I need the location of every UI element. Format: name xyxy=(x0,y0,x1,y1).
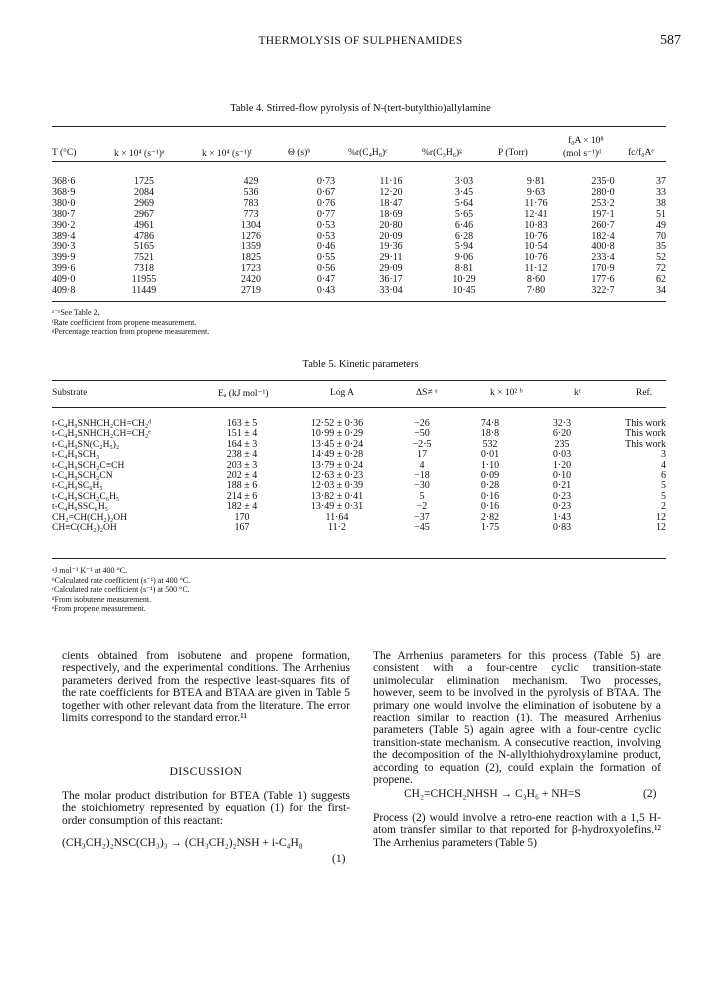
table-cell: 0·53 xyxy=(316,230,336,242)
table-row xyxy=(52,210,666,221)
table-cell: 52 xyxy=(656,252,666,264)
table-cell: 51 xyxy=(656,208,666,220)
table-cell: 409·8 xyxy=(52,285,76,297)
t4-head-rC3H6: %r(C₃H₆)ᵍ xyxy=(422,148,463,158)
table-cell: t-C₄H₉SCH₃ xyxy=(52,450,100,461)
table-cell: 11·16 xyxy=(379,176,403,187)
table-cell: 536 xyxy=(243,186,259,198)
table-cell: 1·20 xyxy=(552,459,572,471)
table-cell: 12·63 ± 0·23 xyxy=(310,470,364,482)
table-cell: 773 xyxy=(243,208,259,220)
table-cell: 14·49 ± 0·28 xyxy=(310,449,364,461)
table-cell: 1825 xyxy=(241,252,261,264)
table5-header xyxy=(52,385,666,401)
table-cell: 0·43 xyxy=(316,285,336,297)
table-cell: 11955 xyxy=(131,274,157,286)
table-row xyxy=(52,286,666,297)
table-cell: 74·8 xyxy=(480,418,500,429)
table-cell: 12·03 ± 0·39 xyxy=(310,480,364,492)
table-cell: 36·17 xyxy=(379,274,403,286)
table-cell: 33·04 xyxy=(379,285,403,297)
table-cell: 0·21 xyxy=(552,480,572,492)
equation-1-number: (1) xyxy=(332,853,346,865)
table-cell: 238 ± 4 xyxy=(226,449,258,461)
t4-head-rC4H8: %r(C₄H₈)ᶜ xyxy=(348,148,388,158)
table-cell: 38 xyxy=(656,197,666,209)
t4-footnote: ᵍPercentage reaction from propene measurement. xyxy=(52,327,210,337)
t5-head-ref: Ref. xyxy=(636,388,653,398)
table-cell: 34 xyxy=(656,285,666,297)
table-cell: 2·82 xyxy=(480,511,500,523)
table-cell: 233·4 xyxy=(591,252,615,264)
table-cell: 10·54 xyxy=(524,241,548,253)
table-row xyxy=(52,513,666,523)
t5-head-k400: k × 10² ᵇ xyxy=(490,388,523,398)
table-cell: 11·76 xyxy=(524,197,548,209)
table-cell: 20·09 xyxy=(379,230,403,242)
t4-head-theta: Θ (s)ᵇ xyxy=(288,148,311,158)
t4-head-f0A: f₀A × 10⁸ xyxy=(568,136,604,146)
table-cell: 188 ± 6 xyxy=(226,480,258,492)
table5-header-rule xyxy=(52,407,666,408)
table-cell: 9·63 xyxy=(526,186,546,198)
table-cell: 2 xyxy=(661,501,666,513)
table-cell: −2·5 xyxy=(412,438,432,450)
table-cell: 0·77 xyxy=(316,208,336,220)
table-cell: 2420 xyxy=(241,274,261,286)
table-cell: 203 ± 3 xyxy=(226,459,258,471)
table-cell: t-C₄H₉SNHCH₂CH=CH₂ᵈ xyxy=(52,419,152,429)
table-cell: 399·6 xyxy=(52,263,76,275)
table-cell: 6·28 xyxy=(454,230,474,242)
table-cell: 5 xyxy=(661,480,666,492)
table-cell: 2719 xyxy=(241,285,261,297)
section-heading: DISCUSSION xyxy=(169,766,243,778)
table-cell: 4 xyxy=(419,459,425,471)
table-cell: 253·2 xyxy=(591,197,615,209)
table-cell: 13·82 ± 0·41 xyxy=(310,490,364,502)
table-cell: 1·75 xyxy=(480,522,500,534)
table-cell: 197·1 xyxy=(591,208,615,220)
right-column-para1 xyxy=(373,650,661,786)
table5-caption: Table 5. Kinetic parameters xyxy=(302,359,419,370)
table-cell: 177·6 xyxy=(591,274,615,286)
table-cell: 5165 xyxy=(134,241,154,253)
table-cell: 0·76 xyxy=(316,197,336,209)
table-cell: 783 xyxy=(243,197,259,209)
table4-footnotes xyxy=(52,308,209,337)
table-cell: t-C₄H₉SCH₂C≡CH xyxy=(52,460,125,471)
table-cell: −2 xyxy=(416,501,428,513)
table-cell: 235 xyxy=(554,438,570,450)
table-cell: 8·60 xyxy=(526,274,546,286)
table-cell: 0·53 xyxy=(316,219,336,231)
table-cell: 368·9 xyxy=(52,186,76,198)
table-cell: 72 xyxy=(656,263,666,275)
table-cell: 3·45 xyxy=(454,186,474,198)
table-cell: 0·10 xyxy=(552,470,572,482)
table-cell: 1723 xyxy=(241,263,261,275)
t5-footnote: ᶜCalculated rate coefficient (s⁻¹) at 500 °C. xyxy=(52,585,190,595)
table5-bottom-rule xyxy=(52,558,666,559)
table-cell: 6 xyxy=(661,470,666,482)
table-row xyxy=(52,523,666,533)
table4-header xyxy=(52,132,666,162)
table-cell: −30 xyxy=(414,480,430,492)
table-cell: 0·16 xyxy=(480,490,500,502)
t5-footnote: ᵉFrom propene measurement. xyxy=(52,604,146,614)
t4-footnote: ᵃ⁻ᵉSee Table 2. xyxy=(52,308,100,317)
table-cell: 13·49 ± 0·31 xyxy=(310,501,364,513)
table-cell: 0·73 xyxy=(316,176,336,187)
table-cell: 11449 xyxy=(131,285,157,297)
table-cell: 0·83 xyxy=(552,522,572,534)
table-cell: t-C₄H₉SCH₂C₆H₅ xyxy=(52,491,120,502)
table-cell: 151 ± 4 xyxy=(226,428,258,440)
table-cell: 0·16 xyxy=(480,501,500,513)
table-cell: 10·45 xyxy=(452,285,476,297)
t4-head-k2: k × 10⁴ (s⁻¹)ᶠ xyxy=(202,149,252,159)
left-column-para2 xyxy=(62,790,350,827)
table-cell: 4 xyxy=(661,459,666,471)
table-cell: 9·06 xyxy=(454,252,474,264)
table-cell: This work xyxy=(625,418,666,429)
table-cell: 0·23 xyxy=(552,501,572,513)
table-row xyxy=(52,502,666,512)
table4-top-rule xyxy=(52,126,666,127)
table-cell: 368·6 xyxy=(52,176,76,187)
table-cell: −18 xyxy=(414,470,430,482)
t5-footnote: ᵈFrom isobutene measurement. xyxy=(52,594,152,604)
table-cell: 0·67 xyxy=(316,186,336,198)
table-cell: 10·29 xyxy=(452,274,476,286)
table-cell: 29·09 xyxy=(379,263,403,275)
table-cell: 10·83 xyxy=(524,219,548,231)
table-cell: 1359 xyxy=(241,241,261,253)
body-paragraph: cients obtained from isobutene and propene formation, respectively, and the experimental conditions. The Arrhenius parameters derived from the respective least-squares fits of the rate coefficients for BTEA and BTAA are given in Table 5 together with other relevant data from the literature. The error limits correspond to the standard error.¹¹ xyxy=(62,650,350,725)
table-cell: 0·09 xyxy=(480,470,500,482)
table-cell: 5 xyxy=(419,490,425,502)
table-cell: 0·55 xyxy=(316,252,336,264)
t5-head-Ea: Eₐ (kJ mol⁻¹) xyxy=(218,389,269,399)
equation-2: CH₂=CHCH₂NHSH → C₃H₆ + NH=S xyxy=(404,788,581,800)
table-cell: 5·65 xyxy=(454,208,474,220)
table-cell: 11·2 xyxy=(328,522,346,534)
table4-header-rule xyxy=(52,161,666,162)
table-cell: 12·41 xyxy=(524,208,548,220)
table-cell: 70 xyxy=(656,230,666,242)
t4-head-P: P (Torr) xyxy=(498,148,528,158)
table-cell: 1304 xyxy=(241,219,261,231)
table-cell: 20·80 xyxy=(379,219,403,231)
table-cell: 7521 xyxy=(134,252,154,264)
table-cell: 0·28 xyxy=(480,480,500,492)
table-cell: 380·7 xyxy=(52,208,76,220)
table-cell: t-C₄H₉SCH₂CN xyxy=(52,471,113,482)
table-cell: 2084 xyxy=(134,186,154,198)
table-cell: 0·23 xyxy=(552,490,572,502)
table-cell: 37 xyxy=(656,176,666,187)
table-cell: 10·76 xyxy=(524,252,548,264)
table-cell: 18·47 xyxy=(379,197,403,209)
table5-top-rule xyxy=(52,380,666,381)
table-cell: t-C₄H₉SSC₆H₅ xyxy=(52,502,109,513)
table-cell: 29·11 xyxy=(379,252,403,264)
t5-head-substrate: Substrate xyxy=(52,388,88,398)
table-cell: 214 ± 6 xyxy=(226,490,258,502)
table-cell: 400·8 xyxy=(591,241,615,253)
table-cell: t-C₄H₉SN(C₂H₅)₂ xyxy=(52,439,120,450)
body-paragraph: The molar product distribution for BTEA (Table 1) suggests the stoichiometry represented by equation (1) for the first-order consumption of this reactant: xyxy=(62,790,350,827)
table-cell: 19·36 xyxy=(379,241,403,253)
table-cell: t-C₄H₉SC₆H₅ xyxy=(52,481,103,492)
table-cell: This work xyxy=(625,428,666,440)
table-cell: 390·2 xyxy=(52,219,76,231)
table-cell: 4786 xyxy=(134,230,154,242)
table-cell: 389·4 xyxy=(52,230,76,242)
table-cell: 2967 xyxy=(134,208,154,220)
t4-head-f0A-unit: (mol s⁻¹)ᵈ xyxy=(563,149,601,159)
table-cell: 0·47 xyxy=(316,274,336,286)
table-cell: 170·9 xyxy=(591,263,615,275)
table-cell: 10·99 ± 0·29 xyxy=(310,428,364,440)
table-cell: 182 ± 4 xyxy=(226,501,258,513)
table-cell: 0·46 xyxy=(316,241,336,253)
table-cell: 11·12 xyxy=(524,263,548,275)
table-cell: 12 xyxy=(656,511,666,523)
table-cell: 6·20 xyxy=(552,428,572,440)
table-cell: 4961 xyxy=(134,219,154,231)
t4-head-k1: k × 10⁴ (s⁻¹)ᵃ xyxy=(114,149,165,159)
equation-1: (CH₃CH₂)₂NSC(CH₃)₃ → (CH₃CH₂)₂NSH + i-C₄H₈ xyxy=(62,837,303,849)
table-cell: CH≡C(CH₂)₂OH xyxy=(52,523,117,534)
table-cell: 1·10 xyxy=(480,459,500,471)
table-cell: 429 xyxy=(243,176,259,187)
table-cell: 182·4 xyxy=(591,230,615,242)
table5-footnotes xyxy=(52,566,190,614)
table4-caption: Table 4. Stirred-flow pyrolysis of N-(tert-butylthio)allylamine xyxy=(230,103,491,114)
table-cell: 390·3 xyxy=(52,241,76,253)
t5-head-dS: ΔS≠ ᵃ xyxy=(416,388,438,398)
table-cell: −37 xyxy=(414,511,430,523)
table-cell: 380·0 xyxy=(52,197,76,209)
body-paragraph: Process (2) would involve a retro-ene reaction with a 1,5 H-atom transfer similar to that reported for β-hydroxyolefins.¹² The Arrhenius parameters (Table 5) xyxy=(373,812,661,849)
equation-2-number: (2) xyxy=(643,788,657,800)
table-cell: 6·46 xyxy=(454,219,474,231)
table-cell: 322·7 xyxy=(591,285,615,297)
table-cell: 62 xyxy=(656,274,666,286)
t4-footnote: ᶠRate coefficient from propene measurement. xyxy=(52,317,197,327)
table-cell: 0·01 xyxy=(480,449,500,461)
table-cell: 18·69 xyxy=(379,208,403,220)
table-cell: 5·94 xyxy=(454,241,474,253)
table-cell: 409·0 xyxy=(52,274,76,286)
table-cell: −26 xyxy=(414,418,430,429)
table-cell: 7318 xyxy=(134,263,154,275)
right-column-para2 xyxy=(373,812,661,849)
table4 xyxy=(52,177,666,297)
table-cell: 12·52 ± 0·36 xyxy=(310,418,364,429)
t5-head-k500: kᶜ xyxy=(574,388,582,398)
table-cell: 0·03 xyxy=(552,449,572,461)
table-cell: −50 xyxy=(414,428,430,440)
table-cell: 170 xyxy=(234,511,250,523)
table-row xyxy=(52,221,666,232)
table-cell: 11·64 xyxy=(325,511,349,523)
table-cell: 532 xyxy=(482,438,498,450)
table-cell: 10·76 xyxy=(524,230,548,242)
running-title: THERMOLYSIS OF SULPHENAMIDES xyxy=(258,35,463,47)
table-cell: 13·79 ± 0·24 xyxy=(310,459,364,471)
table-cell: 17 xyxy=(417,449,427,461)
table-cell: 3·03 xyxy=(454,176,474,187)
t5-head-logA: Log A xyxy=(330,388,355,398)
table-cell: 49 xyxy=(656,219,666,231)
t4-head-fc: fc/f₀Aᵉ xyxy=(628,148,654,158)
table-cell: 235·0 xyxy=(591,176,615,187)
running-header xyxy=(0,33,721,53)
table-cell: 1276 xyxy=(241,230,261,242)
t4-head-T: T (°C) xyxy=(52,148,77,158)
table-cell: 2969 xyxy=(134,197,154,209)
table-cell: t-C₄H₉SNHCH₂CH=CH₂ᵉ xyxy=(52,429,151,440)
table-cell: 260·7 xyxy=(591,219,615,231)
table-cell: 3 xyxy=(661,449,666,461)
table-cell: 18·8 xyxy=(480,428,500,440)
table-cell: 32·3 xyxy=(552,418,572,429)
table-cell: 13·45 ± 0·24 xyxy=(310,438,364,450)
left-column-para1 xyxy=(62,650,350,724)
table-cell: 12 xyxy=(656,522,666,534)
table-cell: 35 xyxy=(656,241,666,253)
table-cell: −45 xyxy=(414,522,430,534)
body-paragraph: The Arrhenius parameters for this process (Table 5) are consistent with a four-centre cyclic transition-state unimolecular elimination mechanism. Two processes, however, seem to be involved in the pyrolysis of BTAA. The primary one would involve the elimination of isobutene by a reaction similar to reaction (1). The measured Arrhenius parameters (Table 5) again agree with a four-centre cyclic transition-state mechanism. A consecutive reaction, involving the decomposition of the N-allylthiohydroxylamine product, according to equation (2), could explain the formation of propene. xyxy=(373,650,661,787)
table-cell: 164 ± 3 xyxy=(226,438,258,450)
table-cell: 9·81 xyxy=(526,176,546,187)
table-cell: 12·20 xyxy=(379,186,403,198)
table-cell: 0·56 xyxy=(316,263,336,275)
table-cell: 163 ± 5 xyxy=(226,418,258,429)
table-cell: 7·80 xyxy=(526,285,546,297)
table-cell: 33 xyxy=(656,186,666,198)
page-number: 587 xyxy=(660,33,681,48)
table5 xyxy=(52,419,666,533)
table-cell: 5·64 xyxy=(454,197,474,209)
table-cell: 280·0 xyxy=(591,186,615,198)
table-cell: 8·81 xyxy=(454,263,474,275)
table-cell: This work xyxy=(625,438,666,450)
t5-footnote: ᵇCalculated rate coefficient (s⁻¹) at 400 °C. xyxy=(52,575,191,585)
table-cell: 1·43 xyxy=(552,511,572,523)
table-cell: 167 xyxy=(234,522,250,534)
table-cell: CH₂=CH(CH₂)₂OH xyxy=(52,512,127,523)
t5-footnote: ᵃJ mol⁻¹ K⁻¹ at 400 °C. xyxy=(52,566,128,575)
table-cell: 202 ± 4 xyxy=(226,470,258,482)
table-cell: 1725 xyxy=(134,176,154,187)
table4-bottom-rule xyxy=(52,301,666,302)
table-cell: 5 xyxy=(661,490,666,502)
table-cell: 399·9 xyxy=(52,252,76,264)
